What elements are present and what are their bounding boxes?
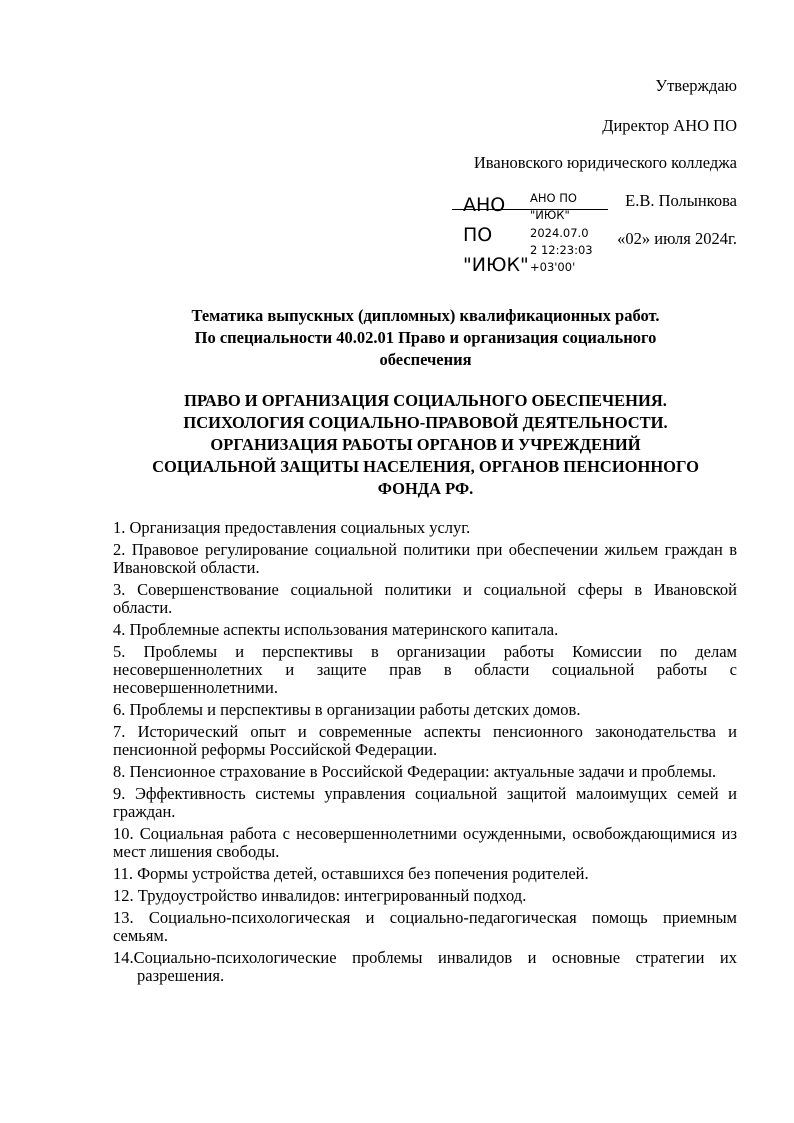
topic-item: 1. Организация предоставления социальных услуг. [113, 518, 471, 537]
topic-item: 12. Трудоустройство инвалидов: интегрированный подход. [113, 886, 527, 905]
topic-item: 2. Правовое регулирование социальной политики при обеспечении жильем граждан в Ивановской области. [113, 540, 737, 577]
subject-line: ПРАВО И ОРГАНИЗАЦИЯ СОЦИАЛЬНОГО ОБЕСПЕЧЕНИЯ. [184, 391, 667, 410]
approval-position: Директор АНО ПО [602, 116, 737, 135]
subject-line: СОЦИАЛЬНОЙ ЗАЩИТЫ НАСЕЛЕНИЯ, ОРГАНОВ ПЕНСИОННОГО [152, 457, 699, 476]
topic-item: 7. Исторический опыт и современные аспекты пенсионного законодательства и пенсионной реформы Российской Федерации. [113, 722, 737, 759]
approval-organization: Ивановского юридического колледжа [473, 153, 737, 172]
topic-item: 6. Проблемы и перспективы в организации работы детских домов. [113, 700, 581, 719]
topic-item: 3. Совершенствование социальной политики и социальной сферы в Ивановской области. [113, 580, 737, 617]
title-line: Тематика выпускных (дипломных) квалификационных работ. [191, 306, 660, 325]
topic-item: 13. Социально-психологическая и социально-педагогическая помощь приемным семьям. [113, 908, 737, 945]
stamp-small-line: 2 12:23:03 [530, 242, 593, 257]
stamp-small-line: АНО ПО [530, 191, 577, 205]
subject-line: ОРГАНИЗАЦИЯ РАБОТЫ ОРГАНОВ И УЧРЕЖДЕНИЙ [210, 435, 641, 454]
stamp-small-line: 2024.07.0 [530, 225, 589, 240]
title-line: обеспечения [379, 350, 472, 369]
title-line: По специальности 40.02.01 Право и организация социального [194, 328, 657, 347]
stamp-big-line: АНО [463, 194, 506, 216]
stamp-big-line: "ИЮК" [463, 254, 529, 276]
stamp-big-line: ПО [463, 224, 493, 246]
document-title [110, 305, 741, 371]
approval-heading: Утверждаю [655, 76, 737, 95]
topic-item: 5. Проблемы и перспективы в организации работы Комиссии по делам несовершеннолетних и защите прав в области социальной работы с несовершеннолетними. [113, 642, 737, 697]
digital-signature-details [530, 190, 593, 276]
topic-item: 14.Социально-психологические проблемы инвалидов и основные стратегии их разрешения. [113, 948, 737, 985]
subject-line: ПСИХОЛОГИЯ СОЦИАЛЬНО-ПРАВОВОЙ ДЕЯТЕЛЬНОСТИ. [183, 413, 668, 432]
subject-heading [110, 390, 741, 500]
topic-list [113, 519, 737, 989]
topic-item: 11. Формы устройства детей, оставшихся без попечения родителей. [113, 864, 589, 883]
topic-item: 10. Социальная работа с несовершеннолетними осужденными, освобождающимися из мест лишения свободы. [113, 824, 737, 861]
topic-item: 9. Эффективность системы управления социальной защитой малоимущих семей и граждан. [113, 784, 737, 821]
stamp-small-line: "ИЮК" [530, 208, 570, 223]
topic-item: 8. Пенсионное страхование в Российской Федерации: актуальные задачи и проблемы. [113, 762, 717, 781]
digital-signature-name [463, 190, 529, 280]
topic-item: 4. Проблемные аспекты использования материнского капитала. [113, 620, 559, 639]
approval-date: «02» июля 2024г. [617, 229, 737, 248]
subject-line: ФОНДА РФ. [377, 479, 474, 498]
stamp-small-line: +03'00' [530, 260, 576, 275]
approval-signer: Е.В. Полынкова [625, 191, 737, 210]
